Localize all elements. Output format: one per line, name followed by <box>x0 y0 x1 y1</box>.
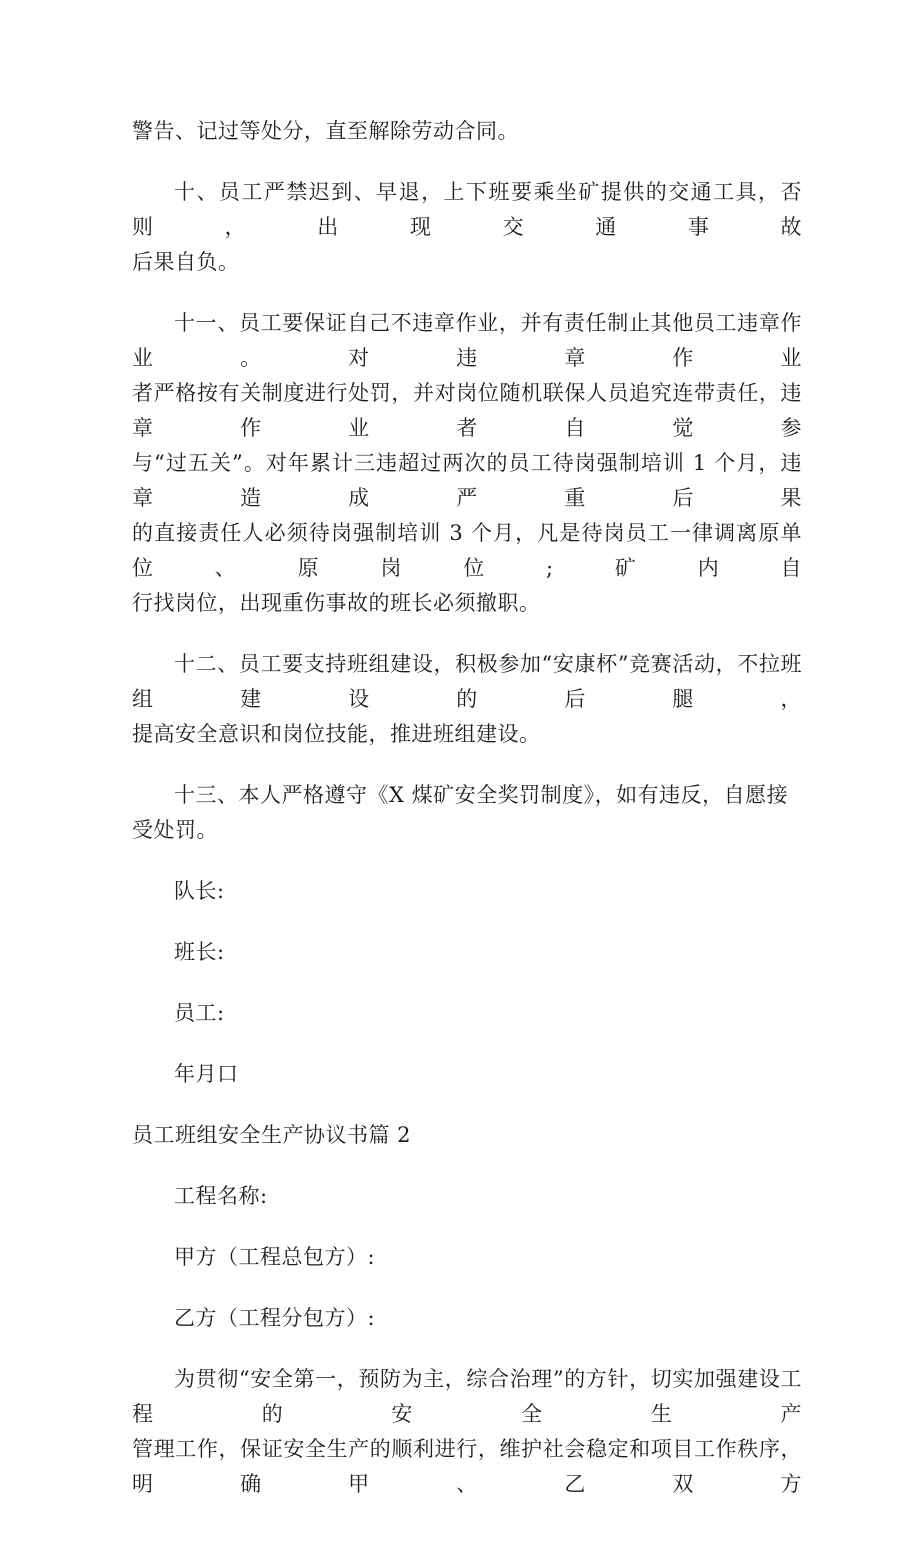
paragraph <box>132 306 802 621</box>
text-line: 者严格按有关制度进行处罚，并对岗位随机联保人员追究连带责任，违章作业者自觉参 <box>132 381 802 440</box>
paragraph <box>132 1057 802 1092</box>
text-line: 后果自负。 <box>132 250 240 274</box>
text-line: 管理工作，保证安全生产的顺利进行，维护社会稳定和项目工作秩序，明确甲、乙双方 <box>132 1437 802 1496</box>
text-line: 十一、员工要保证自己不违章作业，并有责任制止其他员工违章作业。对违章作业 <box>132 311 802 370</box>
text-line: 的直接责任人必须待岗强制培训 3 个月，凡是待岗员工一律调离原单位、原岗位;矿内自 <box>132 521 802 580</box>
text-line: 行找岗位，出现重伤事故的班长必须撤职。 <box>132 591 541 615</box>
paragraph <box>132 1240 802 1275</box>
document-body <box>132 114 802 1502</box>
text-line: 乙方（工程分包方）: <box>174 1306 376 1330</box>
text-line: 与“过五关”。对年累计三违超过两次的员工待岗强制培训 1 个月，违章造成严重后果 <box>132 451 802 510</box>
paragraph <box>132 647 802 752</box>
text-line: 十、员工严禁迟到、早退，上下班要乘坐矿提供的交通工具，否则，出现交通事故 <box>132 180 802 239</box>
paragraph <box>132 175 802 280</box>
text-line: 十二、员工要支持班组建设，积极参加“安康杯”竞赛活动，不拉班组建设的后腿， <box>132 652 802 711</box>
paragraph <box>132 1301 802 1336</box>
text-line: 员工班组安全生产协议书篇 2 <box>132 1123 412 1147</box>
text-line: 班长: <box>174 940 225 964</box>
text-line: 队长: <box>174 879 225 903</box>
paragraph <box>132 1362 802 1502</box>
text-line: 警告、记过等处分，直至解除劳动合同。 <box>132 119 519 143</box>
paragraph <box>132 996 802 1031</box>
text-line: 提高安全意识和岗位技能，推进班组建设。 <box>132 722 541 746</box>
paragraph <box>132 1179 802 1214</box>
text-line: 甲方（工程总包方）: <box>174 1245 376 1269</box>
text-line: 十三、本人严格遵守《X 煤矿安全奖罚制度》，如有违反，自愿接受处罚。 <box>132 783 789 842</box>
text-line: 年月口 <box>174 1062 239 1086</box>
paragraph <box>132 778 802 848</box>
paragraph <box>132 874 802 909</box>
text-line: 为贯彻“安全第一，预防为主，综合治理”的方针，切实加强建设工程的安全生产 <box>132 1367 802 1426</box>
text-line: 工程名称: <box>174 1184 268 1208</box>
paragraph <box>132 935 802 970</box>
section-heading <box>132 1118 802 1153</box>
paragraph <box>132 114 802 149</box>
text-line: 员工: <box>174 1001 225 1025</box>
